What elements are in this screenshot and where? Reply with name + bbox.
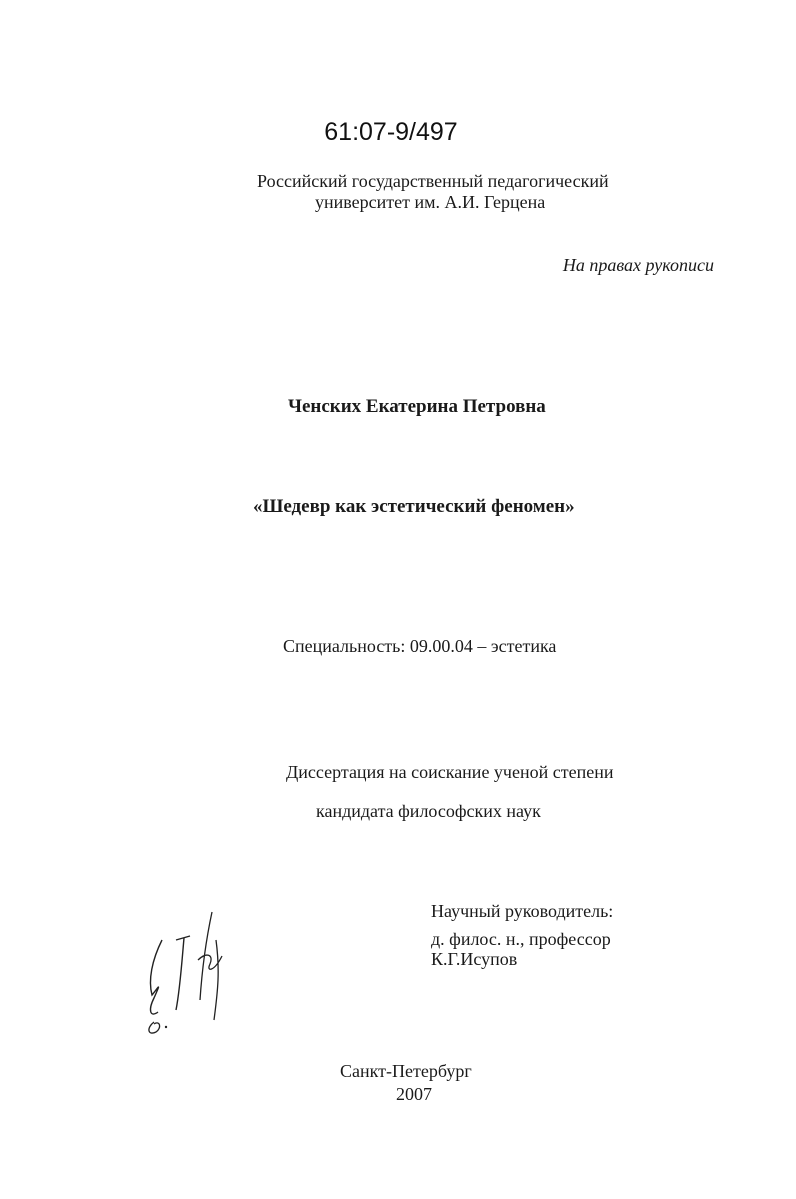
institution-line-1: Российский государственный педагогический <box>257 171 609 191</box>
institution-line-2: университет им. А.И. Герцена <box>315 192 546 212</box>
specialty: Специальность: 09.00.04 – эстетика <box>283 636 557 656</box>
handwritten-signature <box>140 900 240 1040</box>
year: 2007 <box>396 1084 432 1104</box>
supervisor-name: К.Г.Исупов <box>431 949 518 969</box>
city: Санкт-Петербург <box>340 1061 472 1081</box>
dissertation-title: «Шедевр как эстетический феномен» <box>253 496 575 517</box>
catalog-code: 61:07-9/497 <box>324 118 458 146</box>
degree-line-1: Диссертация на соискание ученой степени <box>286 762 614 782</box>
supervisor-title: д. филос. н., профессор <box>431 929 611 949</box>
supervisor-label: Научный руководитель: <box>431 901 614 921</box>
author-name: Ченских Екатерина Петровна <box>288 396 546 417</box>
degree-line-2: кандидата философских наук <box>316 801 541 821</box>
manuscript-note: На правах рукописи <box>562 255 714 275</box>
